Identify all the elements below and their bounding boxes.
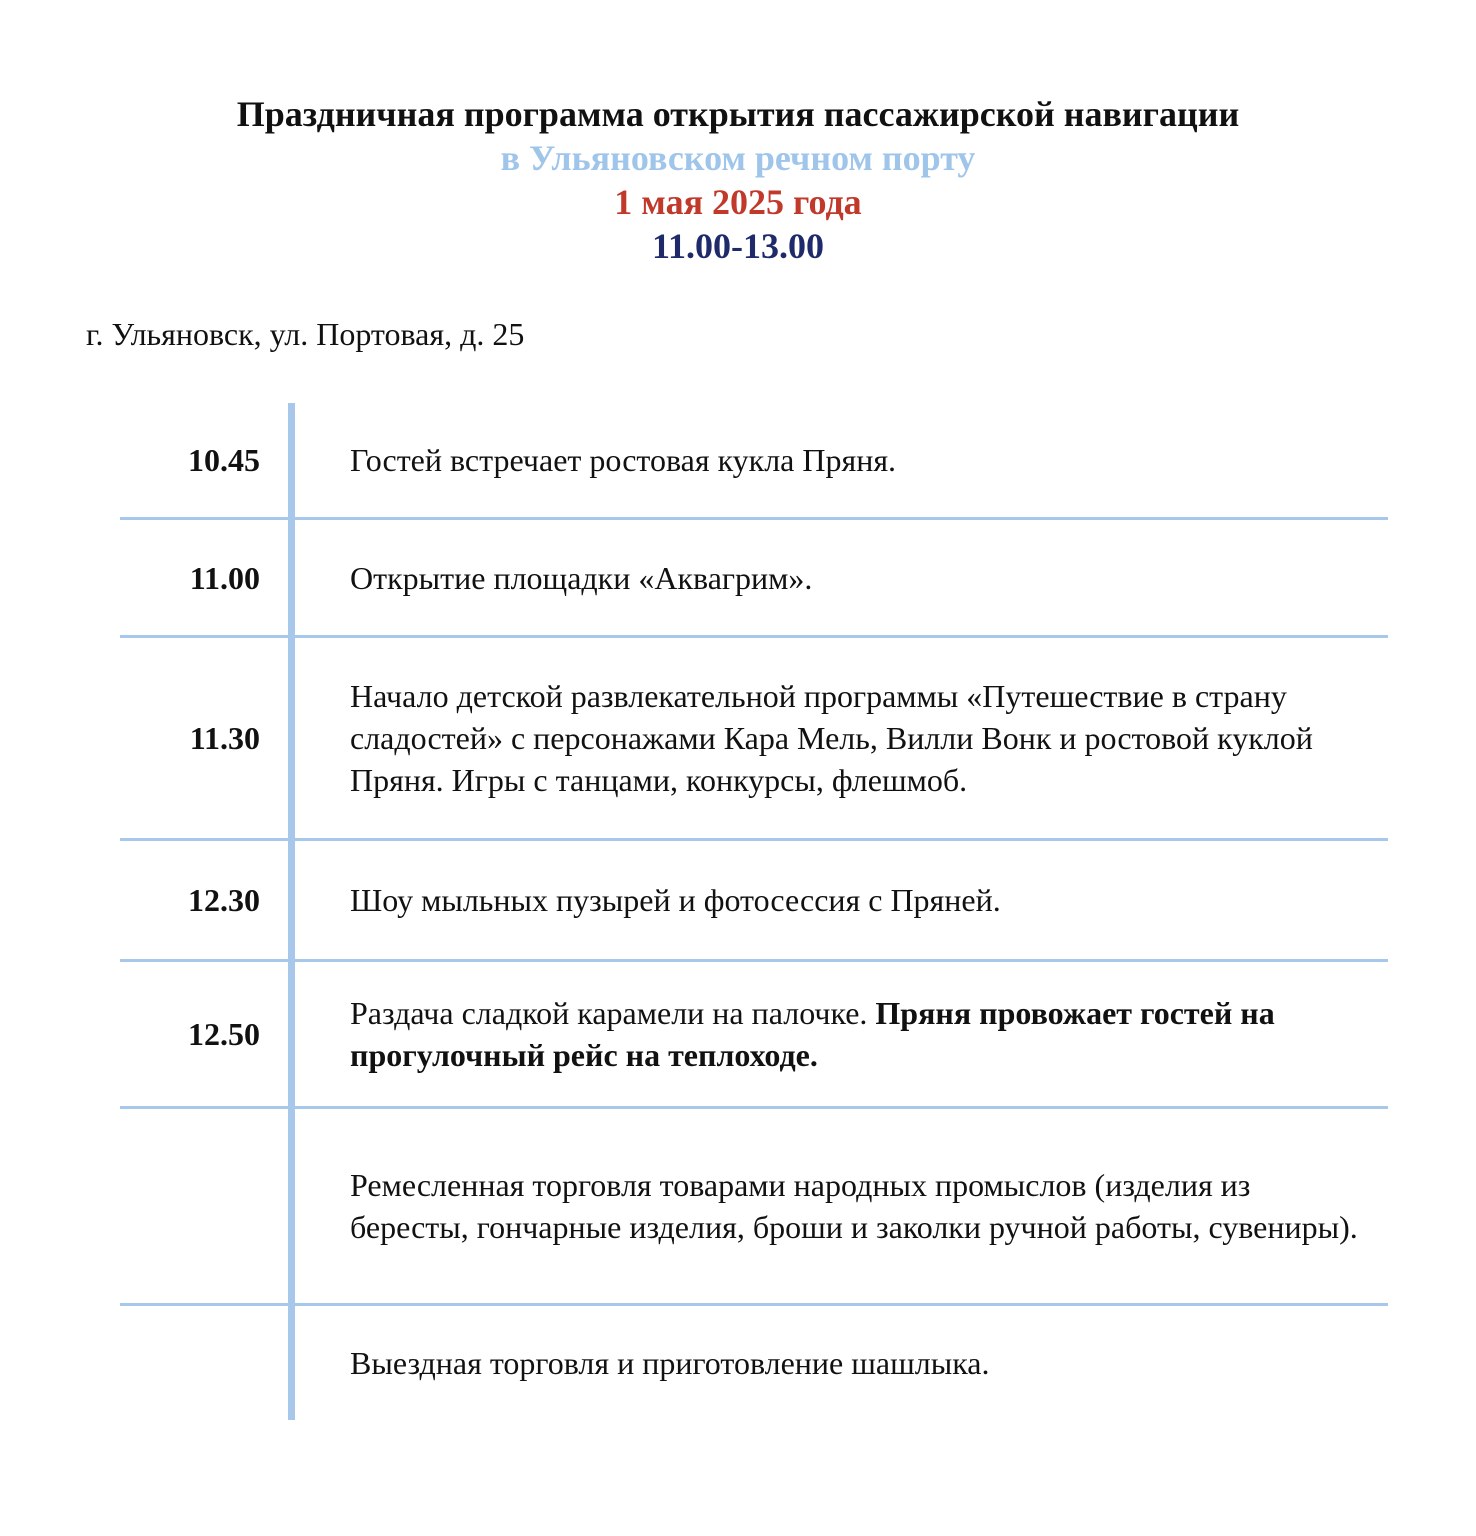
program-place: в Ульяновском речном порту bbox=[500, 138, 976, 178]
schedule-row bbox=[120, 403, 1388, 520]
program-date: 1 мая 2025 года bbox=[614, 182, 862, 222]
schedule-time: 11.00 bbox=[189, 559, 260, 596]
schedule-time: 11.30 bbox=[189, 720, 260, 756]
schedule-time: 12.30 bbox=[188, 882, 260, 918]
schedule-row bbox=[120, 520, 1388, 638]
schedule-row bbox=[120, 1306, 1388, 1420]
schedule-description: Ремесленная торговля товарами народных промыслов (изделия из бересты, гончарные изделия, броши и заколки ручной работы, сувениры). bbox=[350, 1167, 1358, 1245]
program-title: Праздничная программа открытия пассажирской навигации bbox=[236, 94, 1240, 134]
schedule-description: Начало детской развлекательной программы «Путешествие в страну сладостей» с персонажами Кара Мель, Вилли Вонк и ростовой куклой Пряня. Игры с танцами, конкурсы, флешмоб. bbox=[350, 678, 1313, 798]
schedule-description-bold: Пряня провожает гостей на прогулочный рейс на теплоходе. bbox=[350, 995, 1275, 1073]
program-header bbox=[0, 92, 1476, 268]
schedule-description: Открытие площадки «Аквагрим». bbox=[350, 559, 813, 596]
schedule-row bbox=[120, 962, 1388, 1109]
schedule-time: 10.45 bbox=[188, 442, 260, 478]
schedule-table bbox=[120, 403, 1388, 1420]
program-time-range: 11.00-13.00 bbox=[651, 226, 824, 266]
schedule-time: 12.50 bbox=[188, 1016, 260, 1052]
schedule-description-regular: Раздача сладкой карамели на палочке. bbox=[350, 995, 876, 1031]
schedule-row bbox=[120, 841, 1388, 962]
schedule-row bbox=[120, 638, 1388, 841]
schedule-row bbox=[120, 1109, 1388, 1306]
schedule-description bbox=[350, 992, 1368, 1076]
schedule-description: Гостей встречает ростовая кукла Пряня. bbox=[350, 442, 897, 478]
schedule-description: Выездная торговля и приготовление шашлыка. bbox=[350, 1345, 990, 1381]
schedule-description: Шоу мыльных пузырей и фотосессия с Пряней. bbox=[350, 882, 1001, 918]
event-address: г. Ульяновск, ул. Портовая, д. 25 bbox=[86, 316, 525, 352]
